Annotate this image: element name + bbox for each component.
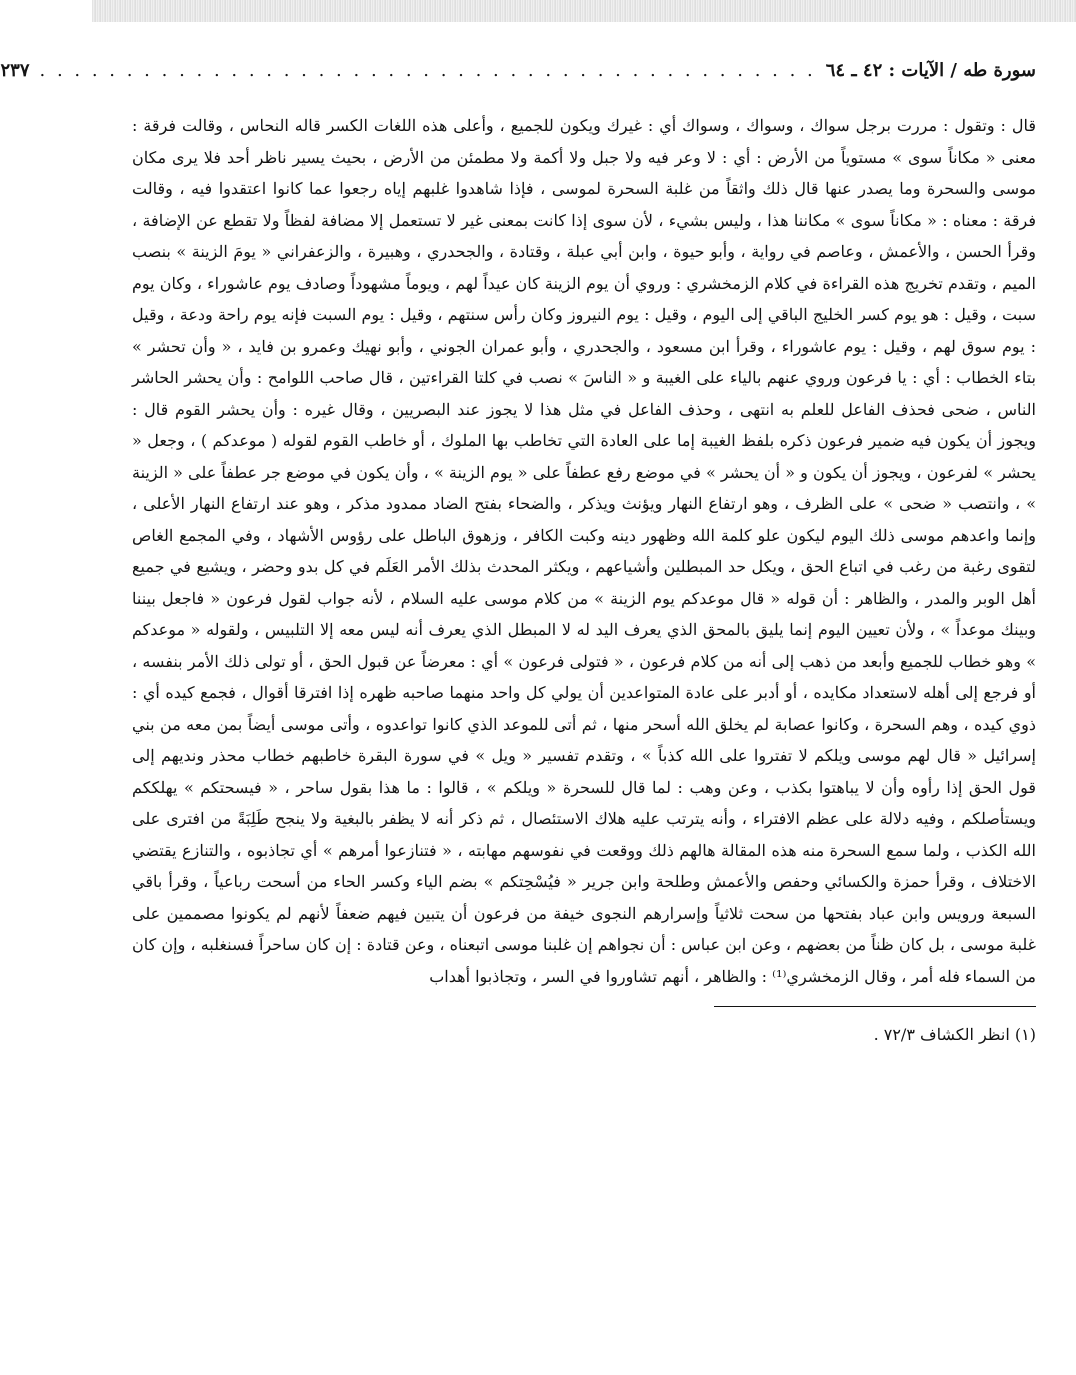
footnote: (١) انظر الكشاف ٧٢/٣ .	[873, 1025, 1036, 1044]
body-text	[132, 110, 1036, 992]
footnote-divider	[714, 1006, 1036, 1007]
leader-dots: . . . . . . . . . . . . . . . . . . . . . . . . . . . . . . . . . . . . . . . . . . . . .	[39, 60, 816, 81]
running-head	[0, 60, 1036, 100]
scan-edge	[92, 0, 1076, 22]
page-number: ٢٣٧	[0, 60, 30, 81]
body-paragraph: قال : وتقول : مررت برجل سواك ، وسواك ، وسواك أي : غيرك ويكون للجميع ، وأعلى هذه اللغات الكسر قاله النحاس ، وقالت فرقة : معنى « مكاناً سوى » مستوياً من الأرض : أي : لا وعر فيه ولا جبل ولا أكمة ولا مطمئن من الأرض ، بحيث يسير ناظر أحد فلا يرى مكان موسى والسحرة وما يصدر عنها قال ذلك واثقاً من غلبة السحرة لموسى ، فإذا شاهدوا غلبهم إياه رجعوا عما كانوا اعتقدوا فيه ، وقالت فرقة : معناه : « مكاناً سوى » مكاننا هذا ، وليس بشيء ، لأن سوى إذا كانت بمعنى غير لا تستعمل إلا مضافة لفظاً ولا تقطع عن الإضافة ، وقرأ الحسن ، والأعمش ، وعاصم في رواية ، وأبو حيوة ، وابن أبي عبلة ، وقتادة ، والجحدري ، وهبيرة ، والزعفراني « يومَ الزينة » بنصب الميم ، وتقدم تخريج هذه القراءة في كلام الزمخشري : وروي أن يوم الزينة كان عيداً لهم ، ويوماً مشهوداً وصادف يوم عاشوراء ، وكان يوم سبت ، وقيل : هو يوم كسر الخليج الباقي إلى اليوم ، وقيل : يوم النيروز وكان رأس سنتهم ، وقيل : يوم السبت فإنه يوم راحة ودعة ، وقيل : يوم سوق لهم ، وقيل : يوم عاشوراء ، وقرأ ابن مسعود ، والجحدري ، وأبو عمران الجوني ، وأبو نهيك وعمرو بن فايد ، « وأن تحشر » بتاء الخطاب : أي : يا فرعون وروي عنهم بالياء على الغيبة و « الناسَ » نصب في كلتا القراءتين ، قال صاحب اللوامح : وأن يحشر الحاشر الناس ، ضحى فحذف الفاعل للعلم به انتهى ، وحذف الفاعل في مثل هذا لا يجوز عند البصريين ، وقال غيره : وأن يحشر القوم قال : ويجوز أن يكون فيه ضمير فرعون ذكره بلفظ الغيبة إما على العادة التي تخاطب بها الملوك ، أو خاطب القوم لقوله ( موعدكم ) ، وجعل « يحشر » لفرعون ، ويجوز أن يكون و « أن يحشر » في موضع رفع عطفاً على « يوم الزينة » ، وأن يكون في موضع جر عطفاً على « الزينة » ، وانتصب « ضحى » على الظرف ، وهو ارتفاع النهار ويؤنث ويذكر ، والضحاء بفتح الضاد ممدود مذكر ، وهو عند ارتفاع النهار الأعلى ، وإنما واعدهم موسى ذلك اليوم ليكون علو كلمة الله وظهور دينه وكبت الكافر ، وزهوق الباطل على رؤوس الأشهاد ، وفي المجمع الغاص لتقوى رغبة من رغب في اتباع الحق ، ويكل حد المبطلين وأشياعهم ، ويكثر المحدث بذلك الأمر العَلَم في كل بدو وحضر ، ويشيع في جميع أهل الوبر والمدر ، والظاهر : أن قوله « قال موعدكم يوم الزينة » من كلام موسى عليه السلام ، لأنه جواب لقول فرعون « فاجعل بيننا وبينك موعداً » ، ولأن تعيين اليوم إنما يليق بالمحق الذي يعرف اليد له لا المبطل الذي يعرف أنه ليس معه إلا التلبيس ، ولقوله « موعدكم » وهو خطاب للجميع وأبعد من ذهب إلى أنه من كلام فرعون ، « فتولى فرعون » أي : معرضاً عن قبول الحق ، أو تولى ذلك الأمر بنفسه ، أو فرجع إلى أهله لاستعداد مكايده ، أو أدبر على عادة المتواعدين أن يولي كل واحد منهما صاحبه ظهره إذا افترقا أقوال ، فجمع كيده أي : ذوي كيده ، وهم السحرة ، وكانوا عصابة لم يخلق الله أسحر منها ، ثم أتى للموعد الذي كانوا تواعدوه ، وأتى موسى أيضاً بمن معه من بني إسرائيل « قال لهم موسى ويلكم لا تفتروا على الله كذباً » ، وتقدم تفسير « ويل » في سورة البقرة خاطبهم خطاب محذر ونديهم إلى قول الحق إذا رأوه وأن لا يباهتوا بكذب ، وعن وهب : لما قال للسحرة « ويلكم » ، قالوا : ما هذا بقول ساحر ، « فيسحتكم » يهلككم ويستأصلكم ، وفيه دلالة على عظم الافتراء ، وأنه يترتب عليه هلاك الاستئصال ، ثم ذكر أنه لا يظفر بالبغية ولا ينجح طَلِبَةً من افترى على الله الكذب ، ولما سمع السحرة منه هذه المقالة هالهم ذلك ووقعت في نفوسهم مهابته ، « فتنازعوا أمرهم » أي تجاذبوه ، والتنازع يقتضي الاختلاف ، وقرأ حمزة والكسائي وحفص والأعمش وطلحة وابن جرير « فيُسْحِتكم » بضم الياء وكسر الحاء من أسحت رباعياً ، وقرأ باقي السبعة ورويس وابن عباد بفتحها من سحت ثلاثياً وإسرارهم النجوى خيفة من فرعون أن يتبين فيهم ضعفاً لأنهم لم يكونوا مصممين على غلبة موسى ، بل كان ظناً من بعضهم ، وعن ابن عباس : أن نجواهم إن غلبنا موسى اتبعناه ، وعن قتادة : إن كان ساحراً فسنغلبه ، وإن كان من السماء فله أمر ، وقال الزمخشري⁽¹⁾ : والظاهر ، أنهم تشاوروا في السر ، وتجاذبوا أهداب	[132, 116, 1037, 986]
chapter-title: سورة طه / الآيات : ٤٢ ـ ٦٤	[825, 60, 1036, 81]
book-page	[0, 60, 1037, 1047]
